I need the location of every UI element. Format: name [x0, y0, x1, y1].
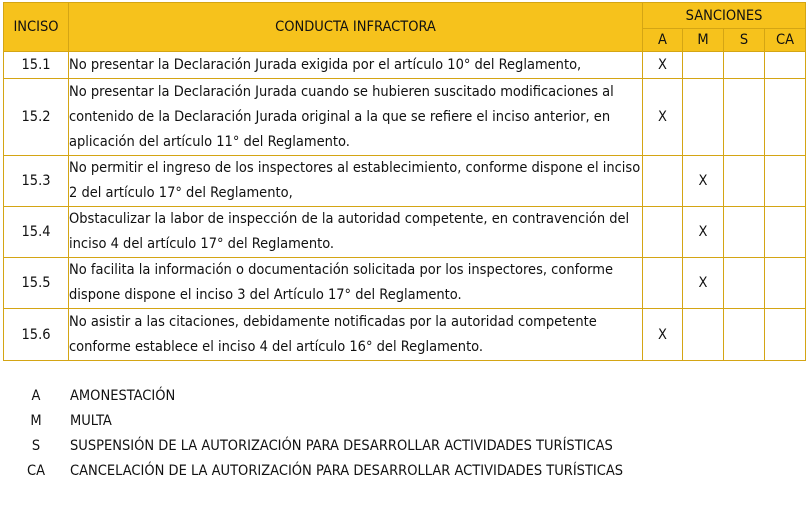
mark-m: X [683, 258, 724, 309]
row-conducta: Obstaculizar la labor de inspección de la autoridad competente, en contravención del inciso 4 del artículo 17° del Reglamento. [69, 207, 643, 258]
mark-s [724, 309, 765, 361]
row-inciso: 15.6 [4, 309, 69, 361]
row-inciso: 15.5 [4, 258, 69, 309]
mark-s [724, 79, 765, 156]
row-inciso: 15.3 [4, 156, 69, 207]
mark-a [643, 258, 683, 309]
mark-m [683, 52, 724, 79]
mark-m: X [683, 207, 724, 258]
mark-ca [765, 52, 806, 79]
mark-m [683, 309, 724, 361]
mark-m [683, 79, 724, 156]
legend-desc: CANCELACIÓN DE LA AUTORIZACIÓN PARA DESARROLLAR ACTIVIDADES TURÍSTICAS [70, 463, 624, 479]
mark-ca [765, 156, 806, 207]
mark-a [643, 156, 683, 207]
table-row [4, 309, 806, 361]
header-conducta: CONDUCTA INFRACTORA [69, 3, 643, 52]
mark-a: X [643, 79, 683, 156]
legend-desc: AMONESTACIÓN [70, 388, 176, 404]
legend-abbr: CA [26, 463, 46, 479]
header-col-m: M [683, 29, 724, 52]
table-row [4, 156, 806, 207]
mark-ca [765, 258, 806, 309]
row-inciso: 15.1 [4, 52, 69, 79]
mark-a: X [643, 309, 683, 361]
mark-ca [765, 207, 806, 258]
mark-m: X [683, 156, 724, 207]
mark-s [724, 207, 765, 258]
table-row [4, 207, 806, 258]
table-row [4, 258, 806, 309]
header-col-s: S [724, 29, 765, 52]
row-conducta: No presentar la Declaración Jurada exigida por el artículo 10° del Reglamento, [69, 52, 643, 79]
mark-a: X [643, 52, 683, 79]
legend-desc: MULTA [70, 413, 112, 429]
header-sanciones: SANCIONES [643, 3, 806, 29]
row-conducta: No facilita la información o documentación solicitada por los inspectores, conforme dispone dispone el inciso 3 del Artículo 17° del Reglamento. [69, 258, 643, 309]
table-row [4, 79, 806, 156]
header-col-a: A [643, 29, 683, 52]
row-conducta: No permitir el ingreso de los inspectores al establecimiento, conforme dispone el inciso 2 del artículo 17° del Reglamento, [69, 156, 643, 207]
row-inciso: 15.2 [4, 79, 69, 156]
mark-s [724, 258, 765, 309]
legend-abbr: A [31, 388, 41, 404]
row-conducta: No asistir a las citaciones, debidamente notificadas por la autoridad competente conforme establece el inciso 4 del artículo 16° del Reglamento. [69, 309, 643, 361]
sanctions-table [3, 2, 806, 361]
row-inciso: 15.4 [4, 207, 69, 258]
table-row [4, 52, 806, 79]
mark-s [724, 52, 765, 79]
mark-a [643, 207, 683, 258]
mark-ca [765, 309, 806, 361]
legend-desc: SUSPENSIÓN DE LA AUTORIZACIÓN PARA DESARROLLAR ACTIVIDADES TURÍSTICAS [70, 438, 613, 454]
mark-s [724, 156, 765, 207]
header-col-ca: CA [765, 29, 806, 52]
mark-ca [765, 79, 806, 156]
legend-abbr: M [30, 413, 42, 429]
header-inciso: INCISO [4, 3, 69, 52]
row-conducta: No presentar la Declaración Jurada cuando se hubieren suscitado modificaciones al contenido de la Declaración Jurada original a la que se refiere el inciso anterior, en aplicación del artículo 11° del Reglamento. [69, 79, 643, 156]
legend-abbr: S [31, 438, 41, 454]
